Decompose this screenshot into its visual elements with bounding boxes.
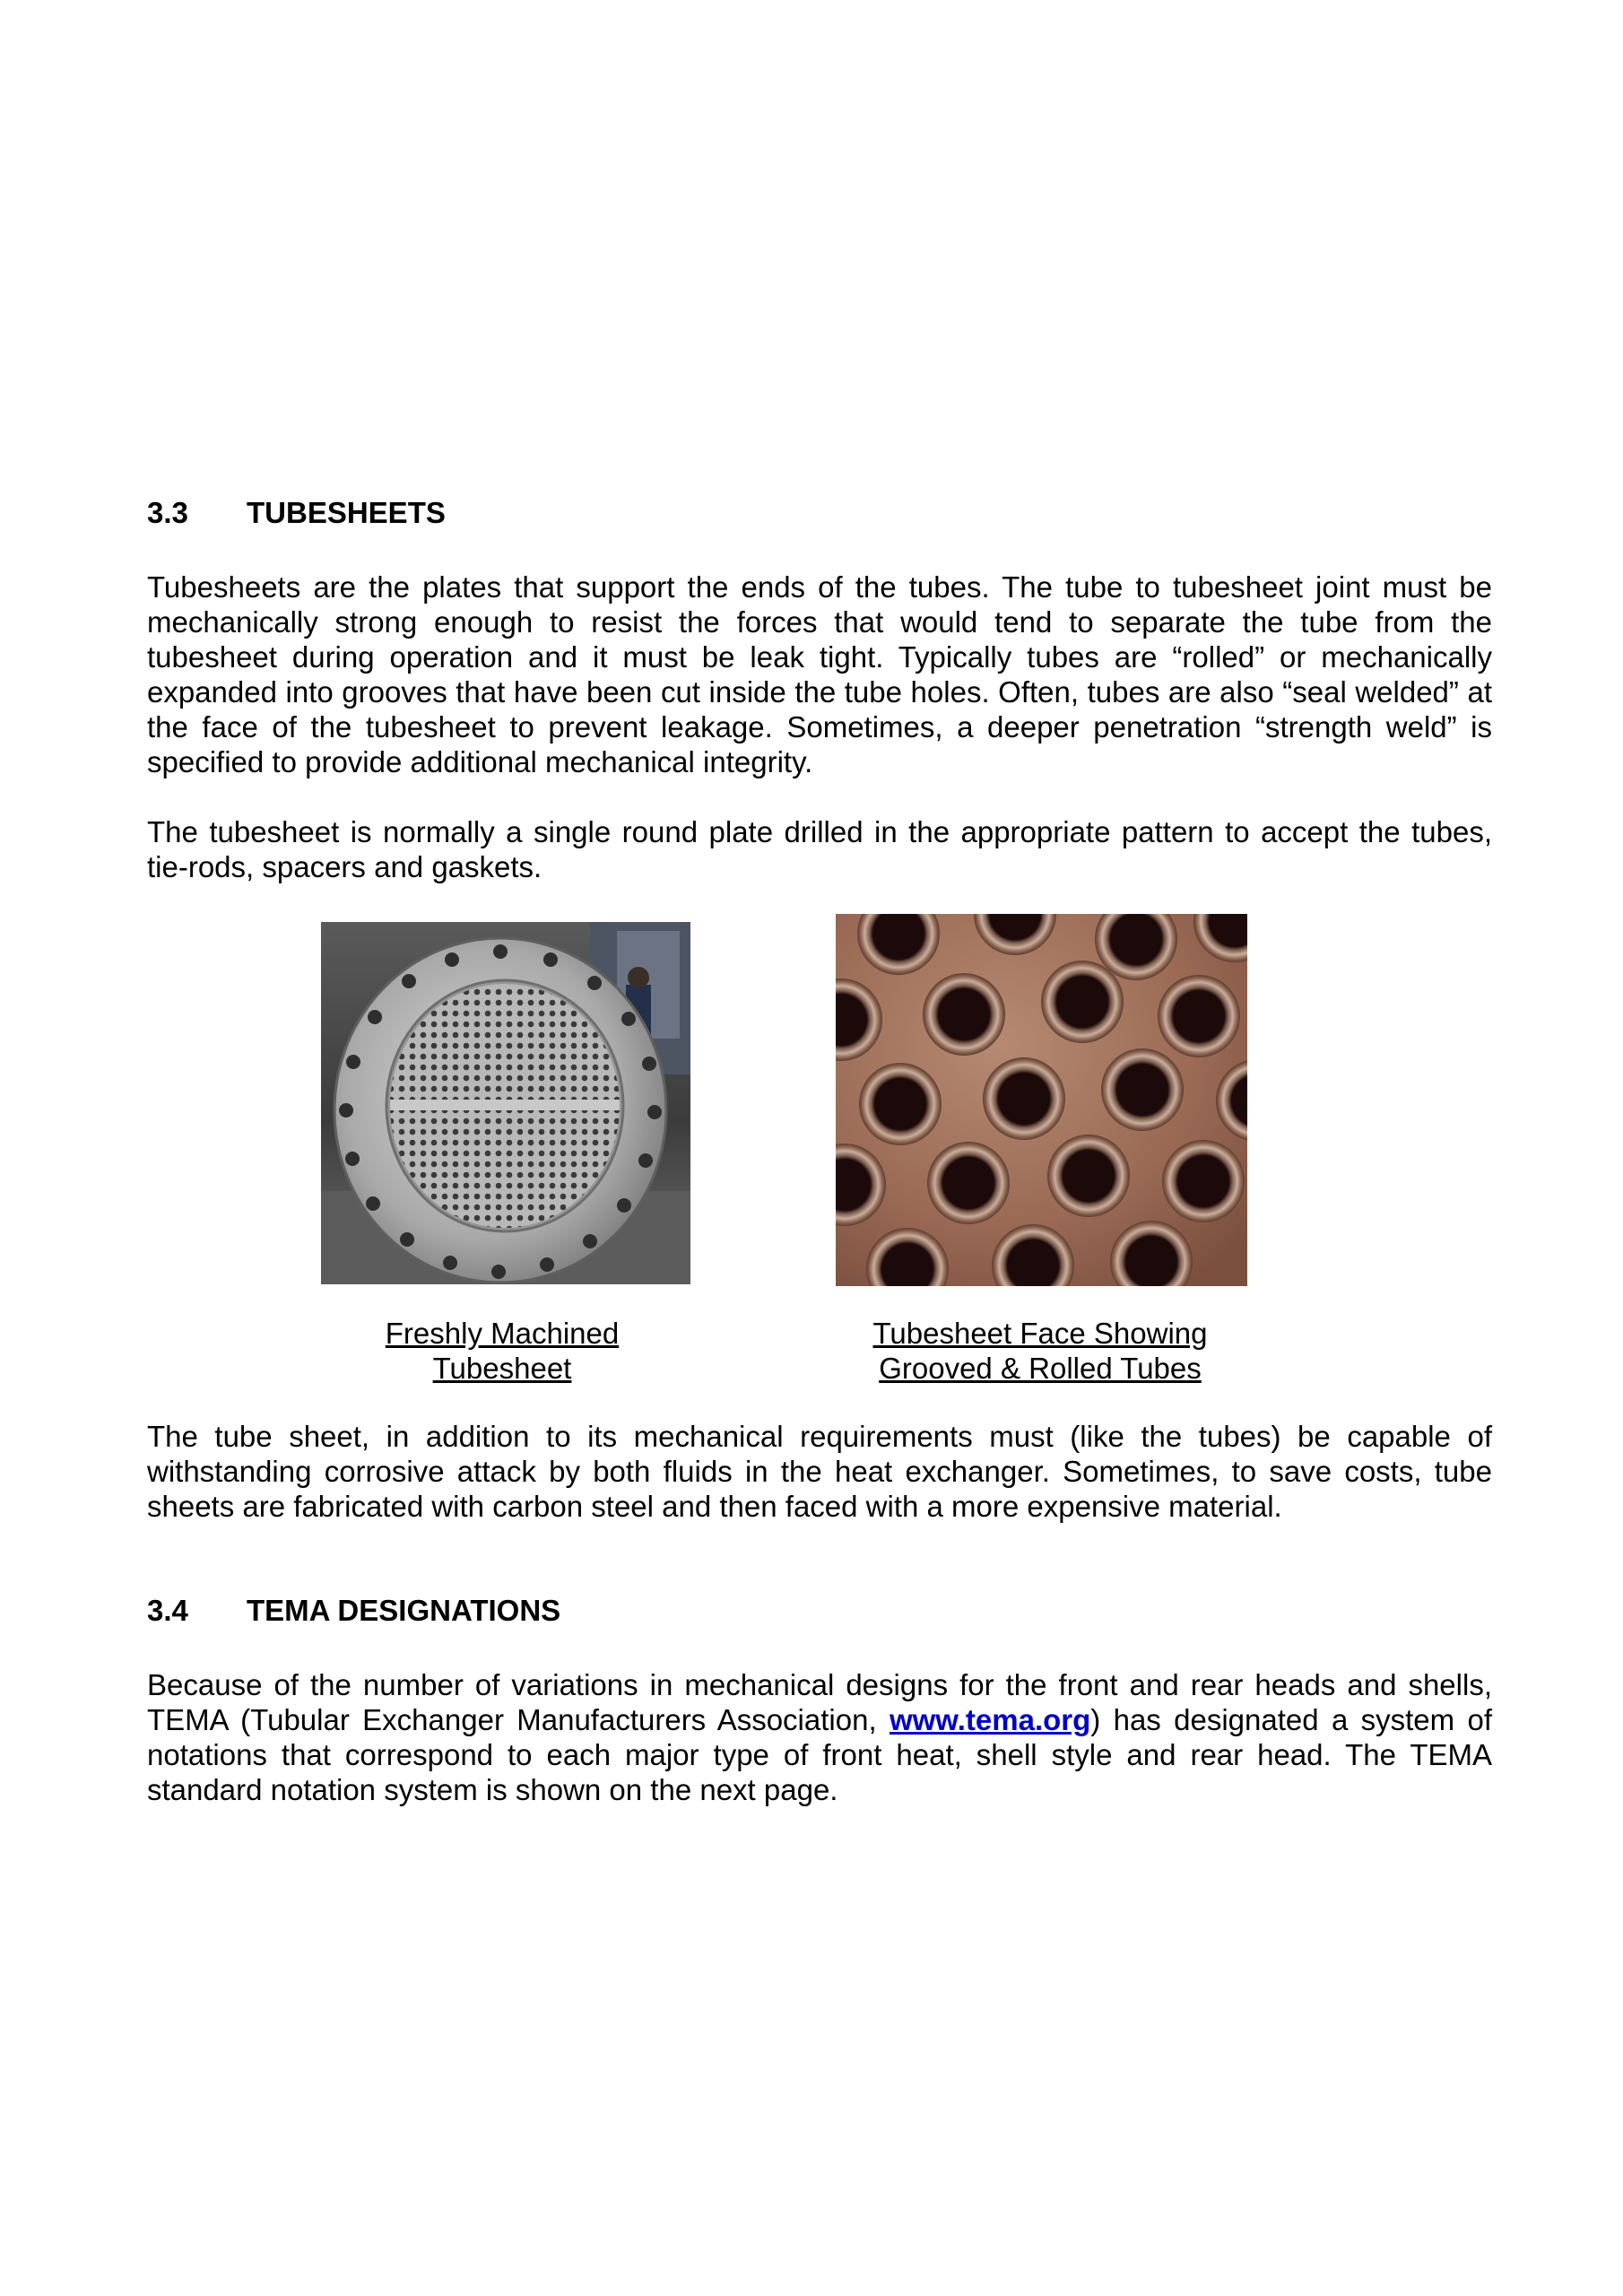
tubesheets-paragraph-3: The tube sheet, in addition to its mechanical requirements must (like the tubes) be capable of withstanding corrosive attack by both fluids in the heat exchanger. Sometimes, to save costs, tube sheets are fabricated with carbon steel and then faced with a more expensive material. [147, 1420, 1492, 1523]
figure-2-caption-line-1: Tubesheet Face Showing [872, 1317, 1208, 1350]
section-3-3-heading [147, 495, 446, 531]
tubesheets-paragraph-2: The tubesheet is normally a single round plate drilled in the appropriate pattern to accept the tubes, tie-rods, spacers and gaskets. [147, 815, 1492, 883]
figure-1-caption [296, 1316, 708, 1386]
freshly-machined-tubesheet-photo [321, 922, 690, 1284]
figure-2-caption-line-2: Grooved & Rolled Tubes [879, 1352, 1202, 1385]
section-number: 3.4 [147, 1594, 188, 1627]
figure-2-caption [816, 1316, 1264, 1386]
tema-website-link[interactable]: www.tema.org [889, 1703, 1091, 1736]
section-title: TEMA DESIGNATIONS [247, 1594, 561, 1627]
tema-text-before-link: Because of the number of variations in mechanical designs for the front and rear heads and shells, TEMA (Tubular Exchanger Manufacturers Association, [147, 1668, 1492, 1736]
tema-designations-paragraph [147, 1667, 1492, 1807]
figure-1-caption-line-1: Freshly Machined [385, 1317, 620, 1350]
grooved-rolled-tubes-photo [836, 914, 1247, 1286]
tubesheet-photo-illustration [321, 922, 690, 1284]
tubesheets-paragraph-1: Tubesheets are the plates that support the ends of the tubes. The tube to tubesheet joint must be mechanically strong enough to resist the forces that would tend to separate the tube from the tubesheet during operation and it must be leak tight. Typically tubes are “rolled” or mechanically expanded into grooves that have been cut inside the tube holes. Often, tubes are also “seal welded” at the face of the tubesheet to prevent leakage. Sometimes, a deeper penetration “strength weld” is specified to provide additional mechanical integrity. [147, 570, 1492, 778]
tema-text-after-link: ) has designated a system of notations that correspond to each major type of front heat, shell style and rear head. The TEMA standard notation system is shown on the next page. [147, 1703, 1492, 1806]
section-3-4-heading [147, 1593, 560, 1629]
figure-1-caption-line-2: Tubesheet [432, 1352, 572, 1385]
rolled-tubes-photo-illustration [836, 914, 1247, 1286]
section-title: TUBESHEETS [247, 496, 446, 529]
section-number: 3.3 [147, 496, 188, 529]
